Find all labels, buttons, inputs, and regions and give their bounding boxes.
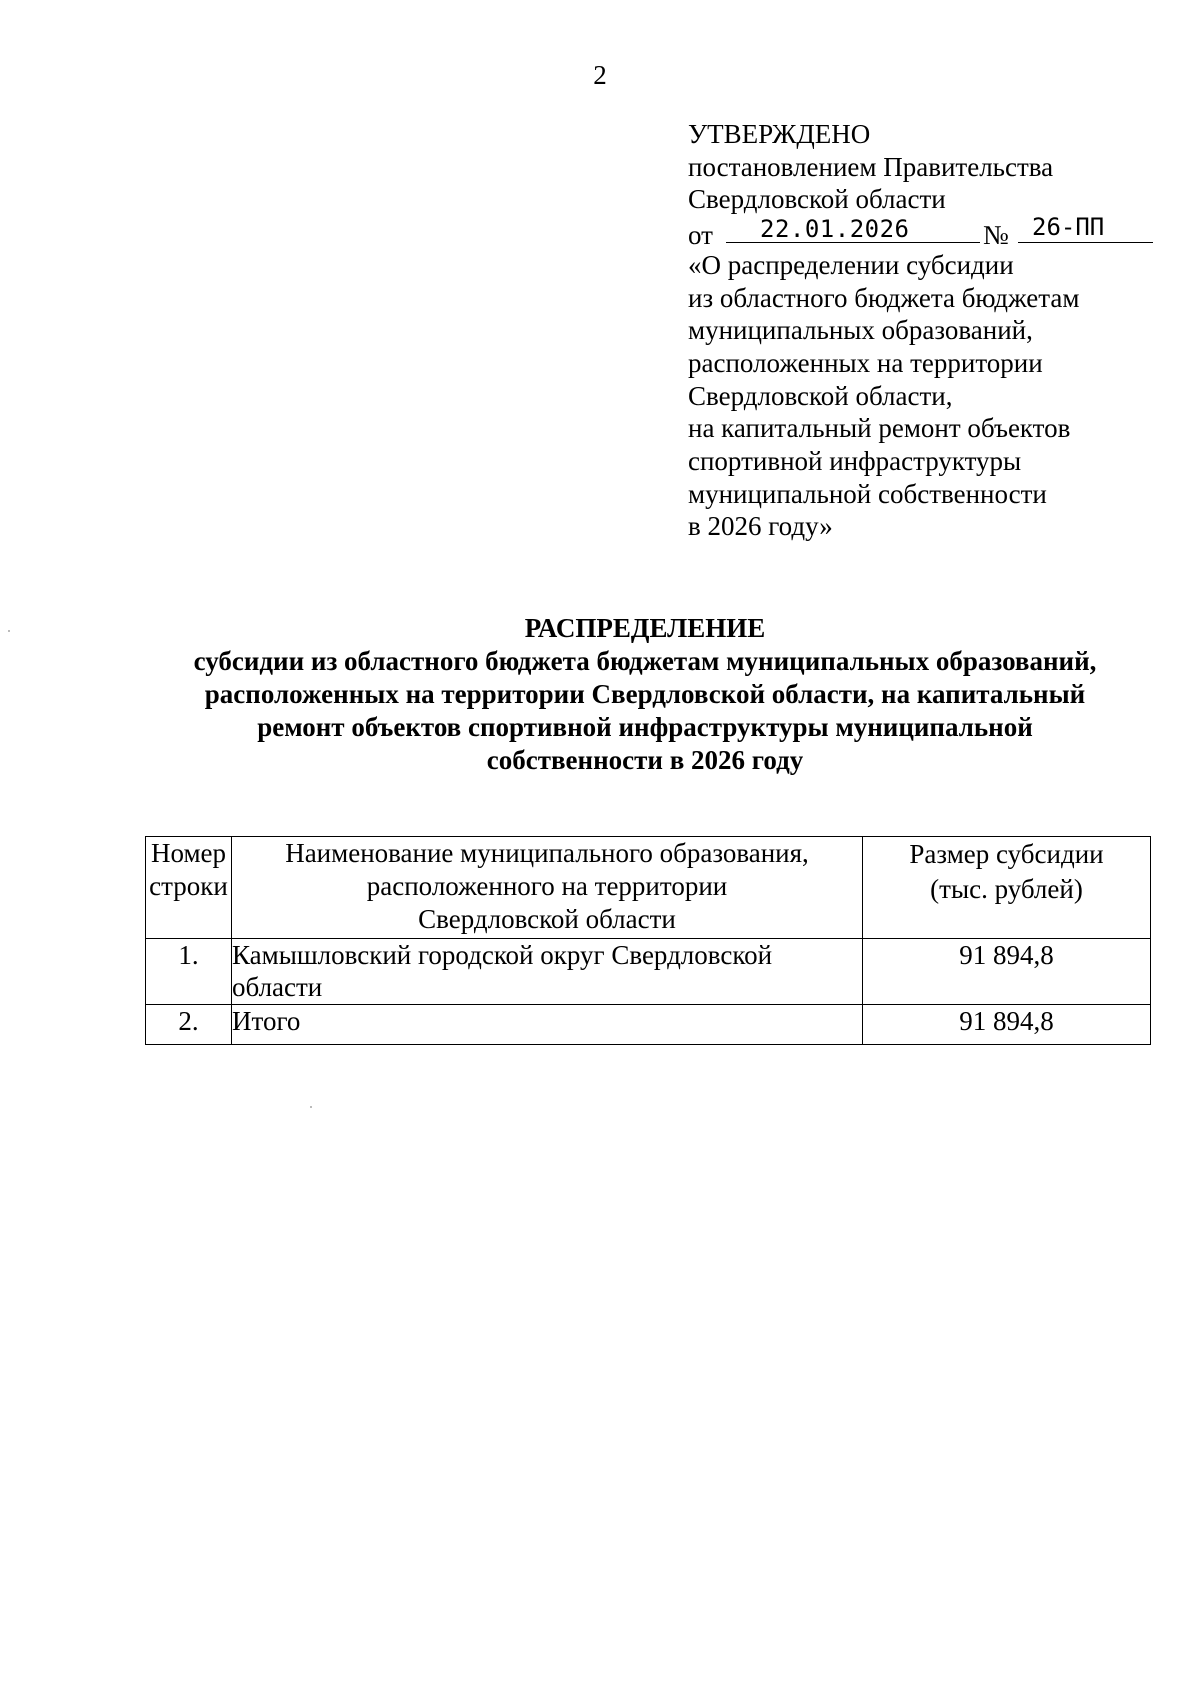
decree-title-line: «О распределении субсидии (688, 249, 1014, 280)
header-number-line: строки (149, 871, 228, 901)
decree-title-line: расположенных на территории (688, 347, 1043, 378)
page-number: 2 (593, 60, 607, 90)
header-number-line: Номер (150, 838, 227, 868)
row-amount: 91 894,8 (863, 939, 1151, 1005)
subtitle-line: ремонт объектов спортивной инфраструктуры муниципальной (257, 712, 1033, 742)
header-number (146, 837, 232, 939)
approval-heading: УТВЕРЖДЕНО (688, 119, 871, 149)
header-amount-line: (тыс. рублей) (930, 874, 1083, 904)
row-number: 2. (146, 1005, 232, 1045)
decree-date-number-line (688, 213, 1168, 251)
row-name-line: Камышловский городской округ Свердловской (232, 940, 773, 970)
decree-title-line: муниципальных образований, (688, 315, 1033, 346)
row-amount: 91 894,8 (863, 1005, 1151, 1045)
header-amount (863, 837, 1151, 939)
header-name-line: Наименование муниципального образования, (285, 838, 809, 868)
approval-line: постановлением Правительства (688, 151, 1054, 182)
decree-title-line: спортивной инфраструктуры (688, 446, 1022, 477)
document-subtitle (160, 645, 1130, 777)
decree-title-line: в 2026 году» (688, 511, 833, 542)
approval-block (688, 118, 1168, 543)
header-amount-line: Размер субсидии (909, 839, 1104, 869)
approval-line: Свердловской области (688, 184, 946, 215)
subtitle-line: расположенных на территории Свердловской области, на капитальный (204, 679, 1086, 709)
scan-speck (8, 630, 10, 632)
row-number: 1. (146, 939, 232, 1005)
decree-title-line: Свердловской области, (688, 380, 953, 411)
header-name (232, 837, 863, 939)
number-sign: № (983, 220, 1009, 251)
distribution-table (145, 836, 1151, 1045)
decree-number: 26-ПП (1032, 213, 1105, 242)
document-title: РАСПРЕДЕЛЕНИЕ (524, 613, 766, 643)
decree-title-line: из областного бюджета бюджетам (688, 282, 1080, 313)
date-prefix: от (688, 220, 713, 251)
subtitle-line: субсидии из областного бюджета бюджетам муниципальных образований, (193, 646, 1097, 676)
decree-title-line: муниципальной собственности (688, 478, 1047, 509)
subtitle-line: собственности в 2026 году (486, 745, 804, 775)
table-row (146, 1005, 1151, 1045)
header-name-line: Свердловской области (418, 904, 676, 934)
row-name (232, 939, 863, 1005)
row-name (232, 1005, 863, 1045)
scan-speck (310, 1106, 312, 1108)
decree-date: 22.01.2026 (760, 215, 910, 244)
table-header-row (146, 837, 1151, 939)
decree-title-line: на капитальный ремонт объектов (688, 413, 1071, 444)
table-row (146, 939, 1151, 1005)
header-name-line: расположенного на территории (366, 871, 728, 901)
row-name-line: Итого (232, 1006, 301, 1036)
row-name-line: области (232, 972, 323, 1002)
